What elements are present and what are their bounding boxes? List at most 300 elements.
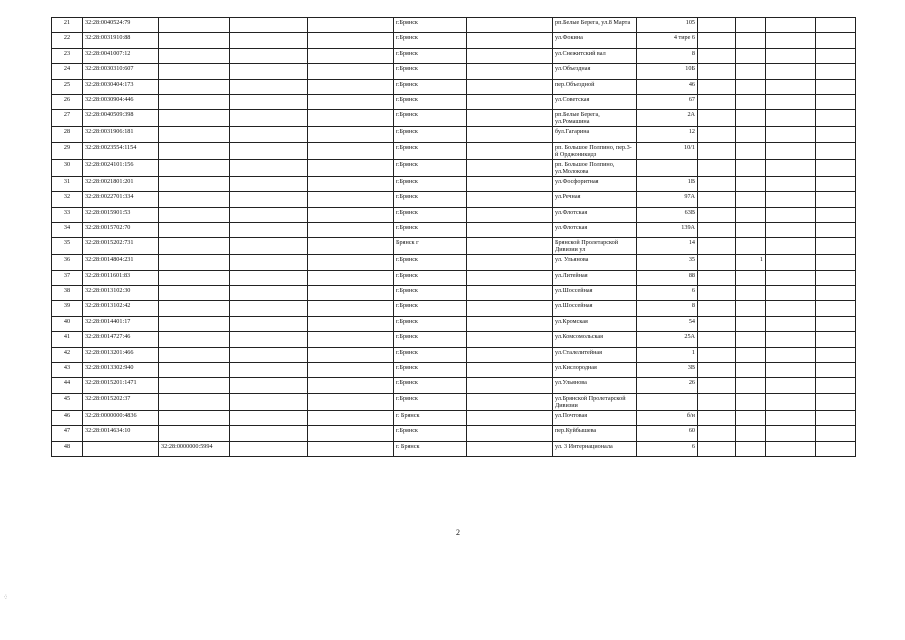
empty-cell <box>698 410 736 425</box>
cadastral-number-cell: 32:28:0014634:10 <box>83 426 159 441</box>
empty-cell <box>308 192 394 207</box>
building-number-cell: 54 <box>637 316 698 331</box>
flag-cell <box>736 176 766 191</box>
row-number-cell: 22 <box>52 33 83 48</box>
row-number-cell: 43 <box>52 363 83 378</box>
table-row <box>52 110 856 127</box>
cadastral-number-cell <box>159 159 230 176</box>
empty-cell <box>230 426 308 441</box>
building-number-cell: 35 <box>637 255 698 270</box>
empty-cell <box>816 142 856 159</box>
table-body <box>52 18 856 457</box>
empty-cell <box>230 286 308 301</box>
building-number-cell: 6 <box>637 441 698 456</box>
flag-cell <box>736 127 766 142</box>
empty-cell <box>308 347 394 362</box>
cadastral-number-cell: 32:28:0040509:398 <box>83 110 159 127</box>
flag-cell <box>736 79 766 94</box>
cadastral-number-cell <box>159 207 230 222</box>
row-number-cell: 29 <box>52 142 83 159</box>
table-row <box>52 270 856 285</box>
city-cell: г.Брянск <box>394 48 467 63</box>
cadastral-number-cell: 32:28:0022701:334 <box>83 192 159 207</box>
empty-cell <box>467 110 553 127</box>
empty-cell <box>467 94 553 109</box>
empty-cell <box>766 110 816 127</box>
empty-cell <box>308 270 394 285</box>
empty-cell <box>308 426 394 441</box>
empty-cell <box>308 301 394 316</box>
empty-cell <box>816 441 856 456</box>
row-number-cell: 46 <box>52 410 83 425</box>
empty-cell <box>766 207 816 222</box>
row-number-cell: 28 <box>52 127 83 142</box>
city-cell: г.Брянск <box>394 192 467 207</box>
street-cell: ул.Флотская <box>553 222 637 237</box>
empty-cell <box>230 270 308 285</box>
building-number-cell: 4 тире 6 <box>637 33 698 48</box>
table-row <box>52 347 856 362</box>
table-row <box>52 286 856 301</box>
empty-cell <box>308 410 394 425</box>
empty-cell <box>230 48 308 63</box>
flag-cell <box>736 207 766 222</box>
empty-cell <box>698 393 736 410</box>
cadastral-number-cell <box>159 410 230 425</box>
empty-cell <box>308 363 394 378</box>
building-number-cell: 2А <box>637 110 698 127</box>
empty-cell <box>308 48 394 63</box>
empty-cell <box>816 255 856 270</box>
flag-cell <box>736 426 766 441</box>
empty-cell <box>308 142 394 159</box>
cadastral-number-cell: 32:28:0013102:30 <box>83 286 159 301</box>
empty-cell <box>467 270 553 285</box>
empty-cell <box>467 332 553 347</box>
empty-cell <box>698 207 736 222</box>
empty-cell <box>816 316 856 331</box>
empty-cell <box>766 286 816 301</box>
table-row <box>52 238 856 255</box>
table-row <box>52 393 856 410</box>
street-cell: ул.Речная <box>553 192 637 207</box>
empty-cell <box>467 79 553 94</box>
street-cell: ул.Объездная <box>553 64 637 79</box>
building-number-cell: 1В <box>637 176 698 191</box>
row-number-cell: 44 <box>52 378 83 393</box>
flag-cell <box>736 347 766 362</box>
cadastral-number-cell: 32:28:0013302:940 <box>83 363 159 378</box>
flag-cell <box>736 393 766 410</box>
cadastral-number-cell <box>159 426 230 441</box>
empty-cell <box>230 159 308 176</box>
empty-cell <box>816 301 856 316</box>
city-cell: г.Брянск <box>394 393 467 410</box>
row-number-cell: 25 <box>52 79 83 94</box>
cadastral-number-cell: 32:28:0014727:46 <box>83 332 159 347</box>
building-number-cell: 88 <box>637 270 698 285</box>
empty-cell <box>698 378 736 393</box>
city-cell: г.Брянск <box>394 301 467 316</box>
empty-cell <box>766 410 816 425</box>
cadastral-number-cell <box>159 222 230 237</box>
cadastral-number-cell: 32:28:0030404:173 <box>83 79 159 94</box>
empty-cell <box>467 316 553 331</box>
cadastral-number-cell: 32:28:0015702:70 <box>83 222 159 237</box>
empty-cell <box>816 410 856 425</box>
empty-cell <box>467 33 553 48</box>
empty-cell <box>308 64 394 79</box>
empty-cell <box>766 127 816 142</box>
cadastral-number-cell <box>159 347 230 362</box>
cadastral-number-cell: 32:28:0011601:83 <box>83 270 159 285</box>
flag-cell <box>736 301 766 316</box>
empty-cell <box>230 142 308 159</box>
empty-cell <box>308 316 394 331</box>
empty-cell <box>467 159 553 176</box>
empty-cell <box>766 426 816 441</box>
table-row <box>52 255 856 270</box>
building-number-cell: 12 <box>637 127 698 142</box>
empty-cell <box>816 33 856 48</box>
row-number-cell: 31 <box>52 176 83 191</box>
city-cell: г.Брянск <box>394 33 467 48</box>
city-cell: г.Брянск <box>394 18 467 33</box>
flag-cell <box>736 410 766 425</box>
table-row <box>52 301 856 316</box>
empty-cell <box>230 347 308 362</box>
city-cell: г.Брянск <box>394 286 467 301</box>
table-row <box>52 48 856 63</box>
empty-cell <box>308 18 394 33</box>
empty-cell <box>308 332 394 347</box>
empty-cell <box>766 441 816 456</box>
empty-cell <box>766 94 816 109</box>
empty-cell <box>698 48 736 63</box>
cadastral-number-cell: 32:28:0015202:731 <box>83 238 159 255</box>
cadastral-register-table <box>51 17 856 457</box>
empty-cell <box>467 441 553 456</box>
empty-cell <box>766 270 816 285</box>
empty-cell <box>816 347 856 362</box>
table-row <box>52 222 856 237</box>
street-cell: ул.Шоссейная <box>553 301 637 316</box>
table-row <box>52 426 856 441</box>
empty-cell <box>467 255 553 270</box>
flag-cell <box>736 286 766 301</box>
city-cell: г.Брянск <box>394 332 467 347</box>
empty-cell <box>766 33 816 48</box>
empty-cell <box>308 33 394 48</box>
empty-cell <box>467 347 553 362</box>
empty-cell <box>816 332 856 347</box>
row-number-cell: 47 <box>52 426 83 441</box>
street-cell: ул.Литейная <box>553 270 637 285</box>
cadastral-number-cell: 32:28:0030904:446 <box>83 94 159 109</box>
empty-cell <box>308 159 394 176</box>
city-cell: г.Брянск <box>394 176 467 191</box>
flag-cell <box>736 332 766 347</box>
cadastral-number-cell <box>159 378 230 393</box>
row-number-cell: 45 <box>52 393 83 410</box>
empty-cell <box>230 110 308 127</box>
empty-cell <box>816 64 856 79</box>
empty-cell <box>230 410 308 425</box>
city-cell: г.Брянск <box>394 79 467 94</box>
city-cell: г.Брянск <box>394 426 467 441</box>
empty-cell <box>698 79 736 94</box>
empty-cell <box>467 301 553 316</box>
flag-cell <box>736 238 766 255</box>
empty-cell <box>766 18 816 33</box>
building-number-cell: 46 <box>637 79 698 94</box>
cadastral-number-cell <box>159 393 230 410</box>
building-number-cell: 26 <box>637 378 698 393</box>
empty-cell <box>816 79 856 94</box>
city-cell: г.Брянск <box>394 316 467 331</box>
empty-cell <box>766 378 816 393</box>
empty-cell <box>698 238 736 255</box>
flag-cell <box>736 363 766 378</box>
building-number-cell: 25А <box>637 332 698 347</box>
empty-cell <box>230 33 308 48</box>
flag-cell <box>736 192 766 207</box>
street-cell: рп. Большое Полпино, ул.Молокова <box>553 159 637 176</box>
empty-cell <box>698 441 736 456</box>
row-number-cell: 33 <box>52 207 83 222</box>
cadastral-number-cell: 32:28:0015201:1471 <box>83 378 159 393</box>
cadastral-number-cell: 32:28:0023554:1154 <box>83 142 159 159</box>
street-cell: ул.Почтовая <box>553 410 637 425</box>
table-row <box>52 64 856 79</box>
street-cell: ул.Кислородная <box>553 363 637 378</box>
empty-cell <box>308 378 394 393</box>
empty-cell <box>698 176 736 191</box>
empty-cell <box>308 255 394 270</box>
street-cell: пер.Объездной <box>553 79 637 94</box>
table-row <box>52 192 856 207</box>
cadastral-number-cell <box>159 192 230 207</box>
row-number-cell: 32 <box>52 192 83 207</box>
empty-cell <box>816 176 856 191</box>
row-number-cell: 35 <box>52 238 83 255</box>
empty-cell <box>816 207 856 222</box>
empty-cell <box>467 410 553 425</box>
empty-cell <box>698 332 736 347</box>
table-row <box>52 18 856 33</box>
cadastral-number-cell: 32:28:0014401:17 <box>83 316 159 331</box>
empty-cell <box>766 176 816 191</box>
flag-cell <box>736 33 766 48</box>
empty-cell <box>766 48 816 63</box>
cadastral-number-cell <box>159 286 230 301</box>
cadastral-number-cell: 32:28:0030310:607 <box>83 64 159 79</box>
empty-cell <box>816 286 856 301</box>
cadastral-number-cell <box>159 332 230 347</box>
empty-cell <box>698 142 736 159</box>
street-cell: ул.Снежитский вал <box>553 48 637 63</box>
city-cell: Брянск г <box>394 238 467 255</box>
cadastral-number-cell: 32:28:0021801:201 <box>83 176 159 191</box>
flag-cell <box>736 222 766 237</box>
row-number-cell: 27 <box>52 110 83 127</box>
city-cell: г.Брянск <box>394 255 467 270</box>
empty-cell <box>230 18 308 33</box>
building-number-cell: б/н <box>637 410 698 425</box>
city-cell: г.Брянск <box>394 347 467 362</box>
empty-cell <box>816 363 856 378</box>
cadastral-number-cell: 32:28:0000000:5994 <box>159 441 230 456</box>
table-row <box>52 33 856 48</box>
street-cell: ул.Фокина <box>553 33 637 48</box>
empty-cell <box>698 127 736 142</box>
city-cell: г. Брянск <box>394 410 467 425</box>
flag-cell: 1 <box>736 255 766 270</box>
row-number-cell: 21 <box>52 18 83 33</box>
flag-cell <box>736 110 766 127</box>
empty-cell <box>816 222 856 237</box>
street-cell: ул. 3 Интернационала <box>553 441 637 456</box>
building-number-cell: 67 <box>637 94 698 109</box>
empty-cell <box>230 127 308 142</box>
empty-cell <box>230 222 308 237</box>
cadastral-number-cell: 32:28:0024101:156 <box>83 159 159 176</box>
empty-cell <box>467 64 553 79</box>
empty-cell <box>230 79 308 94</box>
empty-cell <box>816 18 856 33</box>
empty-cell <box>766 363 816 378</box>
empty-cell <box>698 255 736 270</box>
row-number-cell: 38 <box>52 286 83 301</box>
cadastral-number-cell: 32:28:0031906:181 <box>83 127 159 142</box>
street-cell: ул.Сталелитейная <box>553 347 637 362</box>
table-row <box>52 363 856 378</box>
cadastral-number-cell: 32:28:0000000:4836 <box>83 410 159 425</box>
empty-cell <box>766 393 816 410</box>
building-number-cell: 8 <box>637 48 698 63</box>
city-cell: г.Брянск <box>394 142 467 159</box>
table-row <box>52 176 856 191</box>
table-row <box>52 441 856 456</box>
empty-cell <box>816 110 856 127</box>
empty-cell <box>308 94 394 109</box>
cadastral-number-cell: 32:28:0041007:12 <box>83 48 159 63</box>
flag-cell <box>736 142 766 159</box>
empty-cell <box>766 64 816 79</box>
row-number-cell: 40 <box>52 316 83 331</box>
building-number-cell: 97А <box>637 192 698 207</box>
cadastral-number-cell <box>159 316 230 331</box>
empty-cell <box>467 238 553 255</box>
table-row <box>52 127 856 142</box>
building-number-cell: 10Б <box>637 64 698 79</box>
building-number-cell: 8 <box>637 301 698 316</box>
empty-cell <box>308 393 394 410</box>
empty-cell <box>308 127 394 142</box>
empty-cell <box>698 347 736 362</box>
empty-cell <box>308 79 394 94</box>
empty-cell <box>698 316 736 331</box>
row-number-cell: 42 <box>52 347 83 362</box>
empty-cell <box>467 48 553 63</box>
empty-cell <box>230 378 308 393</box>
empty-cell <box>816 426 856 441</box>
empty-cell <box>467 176 553 191</box>
empty-cell <box>467 142 553 159</box>
cadastral-number-cell: 32:28:0015901:53 <box>83 207 159 222</box>
cadastral-number-cell <box>159 18 230 33</box>
city-cell: г.Брянск <box>394 378 467 393</box>
empty-cell <box>766 332 816 347</box>
city-cell: г.Брянск <box>394 207 467 222</box>
flag-cell <box>736 94 766 109</box>
row-number-cell: 24 <box>52 64 83 79</box>
building-number-cell: 139А <box>637 222 698 237</box>
empty-cell <box>230 332 308 347</box>
empty-cell <box>698 94 736 109</box>
empty-cell <box>698 301 736 316</box>
cadastral-number-cell <box>159 142 230 159</box>
street-cell: ул.Шоссейная <box>553 286 637 301</box>
empty-cell <box>698 18 736 33</box>
empty-cell <box>698 286 736 301</box>
building-number-cell: 3В <box>637 363 698 378</box>
empty-cell <box>698 159 736 176</box>
empty-cell <box>308 238 394 255</box>
empty-cell <box>698 426 736 441</box>
table-row <box>52 94 856 109</box>
empty-cell <box>230 176 308 191</box>
empty-cell <box>230 64 308 79</box>
empty-cell <box>467 378 553 393</box>
building-number-cell: 105 <box>637 18 698 33</box>
flag-cell <box>736 48 766 63</box>
city-cell: г.Брянск <box>394 94 467 109</box>
empty-cell <box>467 393 553 410</box>
flag-cell <box>736 270 766 285</box>
table-row <box>52 332 856 347</box>
empty-cell <box>230 441 308 456</box>
empty-cell <box>698 363 736 378</box>
empty-cell <box>230 192 308 207</box>
empty-cell <box>766 192 816 207</box>
empty-cell <box>698 222 736 237</box>
empty-cell <box>816 159 856 176</box>
building-number-cell <box>637 159 698 176</box>
empty-cell <box>467 286 553 301</box>
flag-cell <box>736 159 766 176</box>
cadastral-number-cell: 32:28:0013201:466 <box>83 347 159 362</box>
city-cell: г.Брянск <box>394 270 467 285</box>
empty-cell <box>308 222 394 237</box>
city-cell: г.Брянск <box>394 363 467 378</box>
cadastral-number-cell <box>159 110 230 127</box>
empty-cell <box>308 286 394 301</box>
empty-cell <box>816 393 856 410</box>
cadastral-number-cell <box>159 238 230 255</box>
flag-cell <box>736 18 766 33</box>
row-number-cell: 30 <box>52 159 83 176</box>
cadastral-number-cell <box>159 48 230 63</box>
empty-cell <box>766 222 816 237</box>
city-cell: г.Брянск <box>394 110 467 127</box>
empty-cell <box>308 441 394 456</box>
empty-cell <box>698 33 736 48</box>
empty-cell <box>308 176 394 191</box>
table-row <box>52 142 856 159</box>
building-number-cell: 6 <box>637 286 698 301</box>
row-number-cell: 26 <box>52 94 83 109</box>
